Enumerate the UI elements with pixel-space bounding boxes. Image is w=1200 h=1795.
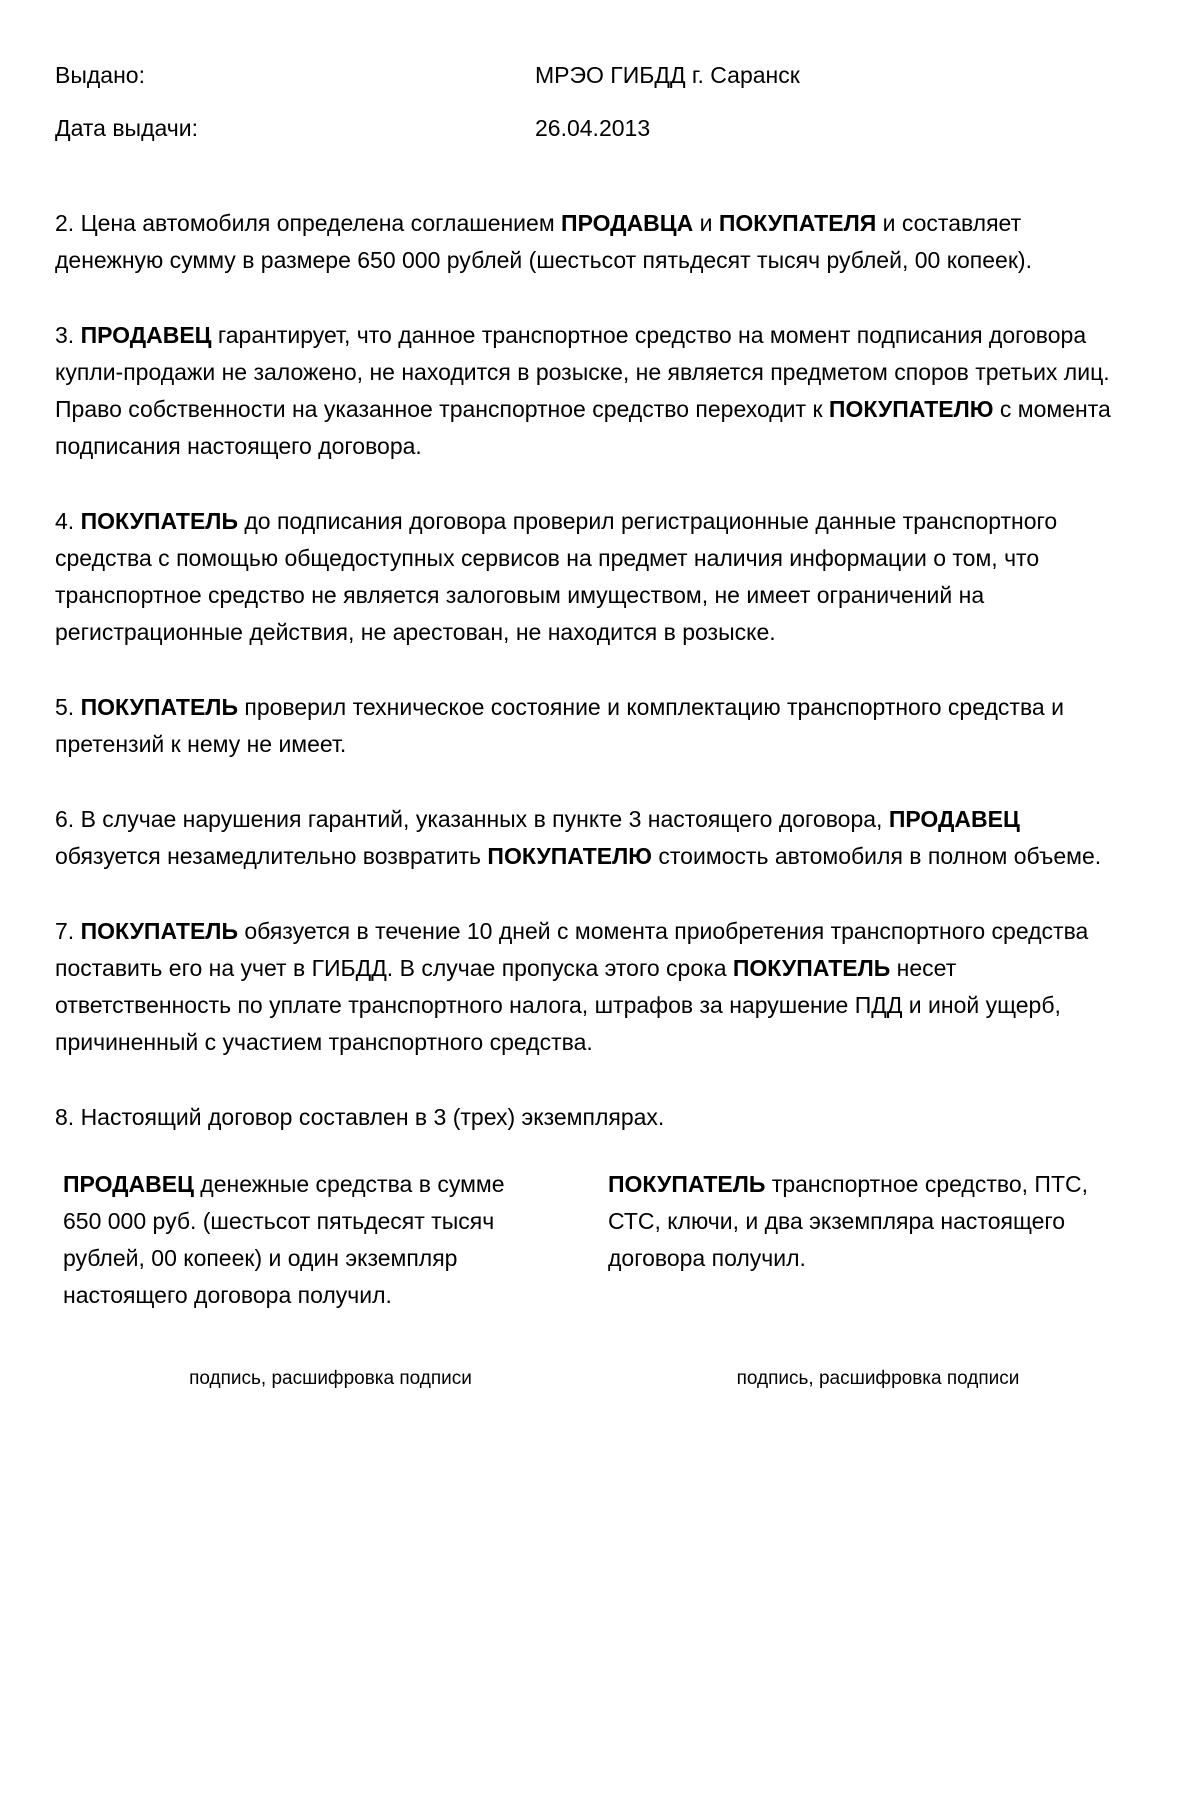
contract-clauses [55, 205, 1120, 1136]
seller-signature-caption: подпись, расшифровка подписи [189, 1368, 472, 1389]
signature-captions-row [63, 1367, 1120, 1391]
clause-3-seller-guarantee: 3. ПРОДАВЕЦ гарантирует, что данное транспортное средство на момент подписания договора купли-продажи не заложено, не находится в розыске, не является предметом споров третьих лиц. Право собственности на указанное транспортное средство переходит к ПОКУПАТЕЛЮ с момента подписания настоящего договора. [55, 322, 1111, 459]
buyer-signature-caption: подпись, расшифровка подписи [736, 1368, 1020, 1389]
issued-by-value: МРЭО ГИБДД г. Саранск [535, 62, 800, 88]
issue-date-row [55, 110, 1120, 147]
clause-8-copies: 8. Настоящий договор составлен в 3 (трех) экземплярах. [55, 1104, 665, 1130]
clause-7-registration-deadline: 7. ПОКУПАТЕЛЬ обязуется в течение 10 дней с момента приобретения транспортного средства поставить его на учет в ГИБДД. В случае пропуска этого срока ПОКУПАТЕЛЬ несет ответственность по уплате транспортного налога, штрафов за нарушение ПДД и иной ущерб, причиненный с участием транспортного средства. [55, 918, 1089, 1055]
issued-by-label: Выдано: [55, 62, 145, 88]
seller-handover-statement: ПРОДАВЕЦ денежные средства в сумме 650 000 руб. (шестьсот пятьдесят тысяч рублей, 00 копеек) и один экземпляр настоящего договора получил. [63, 1171, 505, 1308]
issue-date-value: 26.04.2013 [535, 115, 651, 141]
clause-4-buyer-checked-registration: 4. ПОКУПАТЕЛЬ до подписания договора проверил регистрационные данные транспортного средства с помощью общедоступных сервисов на предмет наличия информации о том, что транспортное средство не является залоговым имуществом, не имеет ограничений на регистрационные действия, не арестован, не находится в розыске. [55, 508, 1058, 645]
issue-date-label: Дата выдачи: [55, 115, 198, 141]
clause-6-refund-obligation: 6. В случае нарушения гарантий, указанных в пункте 3 настоящего договора, ПРОДАВЕЦ обязуется незамедлительно возвратить ПОКУПАТЕЛЮ стоимость автомобиля в полном объеме. [55, 806, 1102, 869]
clause-5-buyer-checked-condition: 5. ПОКУПАТЕЛЬ проверил техническое состояние и комплектацию транспортного средства и претензий к нему не имеет. [55, 694, 1064, 757]
issued-by-row [55, 57, 1120, 94]
buyer-handover-statement: ПОКУПАТЕЛЬ транспортное средство, ПТС, СТС, ключи, и два экземпляра настоящего договора получил. [608, 1171, 1089, 1271]
handover-section [63, 1166, 1120, 1314]
clause-2-price: 2. Цена автомобиля определена соглашением ПРОДАВЦА и ПОКУПАТЕЛЯ и составляет денежную сумму в размере 650 000 рублей (шестьсот пятьдесят тысяч рублей, 00 копеек). [55, 210, 1032, 273]
